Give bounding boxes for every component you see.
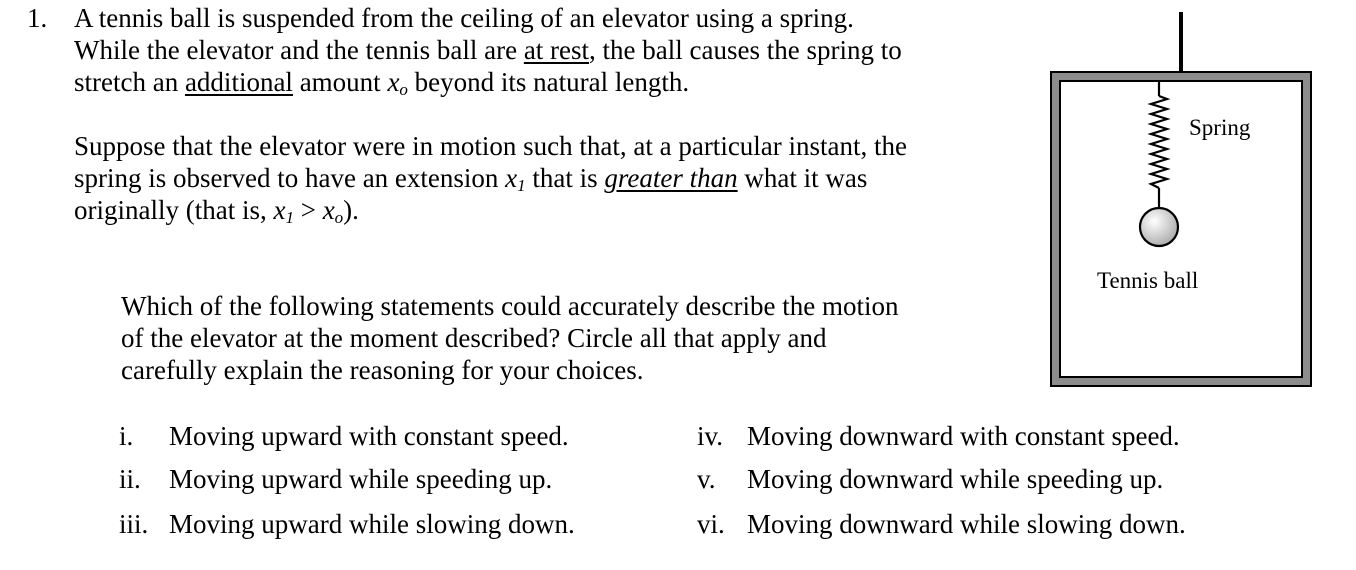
question-line-1: Which of the following statements could accurately describe the motion — [121, 291, 899, 321]
intro-line-1: A tennis ball is suspended from the ceiling of an elevator using a spring. — [74, 3, 854, 33]
option-iii[interactable]: iii. Moving upward while slowing down. — [119, 509, 575, 539]
variable-x: x — [387, 67, 400, 97]
option-iv[interactable]: iv. Moving downward with constant speed. — [697, 421, 1180, 451]
elevator-figure — [1040, 0, 1330, 400]
spring-label: Spring — [1189, 115, 1251, 140]
additional-emphasis: additional — [184, 67, 293, 97]
para2-line-2: spring is observed to have an extension x1 that is greater than what it was — [74, 163, 868, 195]
option-vi[interactable]: vi. Moving downward while slowing down. — [697, 509, 1186, 539]
intro-line-3: stretch an additional amount xo beyond its natural length. — [74, 67, 690, 99]
tennis-ball — [1140, 208, 1178, 246]
question-line-3: carefully explain the reasoning for your choices. — [121, 355, 644, 385]
tennis-ball-label: Tennis ball — [1097, 268, 1199, 293]
variable-x: x — [505, 163, 518, 193]
option-v[interactable]: v. Moving downward while speeding up. — [697, 464, 1164, 494]
at-rest-emphasis: at rest — [523, 35, 590, 65]
elevator-interior — [1060, 81, 1302, 377]
para2-line-3: originally (that is, x1 > xo). — [74, 195, 359, 227]
question-line-2: of the elevator at the moment described? Circle all that apply and — [121, 323, 827, 353]
para2-line-1: Suppose that the elevator were in motion such that, at a particular instant, the — [74, 131, 908, 161]
option-ii[interactable]: ii. Moving upward while speeding up. — [119, 464, 553, 494]
problem-number: 1. — [27, 3, 48, 33]
option-i[interactable]: i. Moving upward with constant speed. — [119, 421, 569, 451]
greater-than-emphasis: greater than — [604, 163, 738, 193]
elevator-diagram — [1040, 0, 1330, 400]
intro-line-2: While the elevator and the tennis ball are at rest, the ball causes the spring to — [74, 35, 902, 65]
